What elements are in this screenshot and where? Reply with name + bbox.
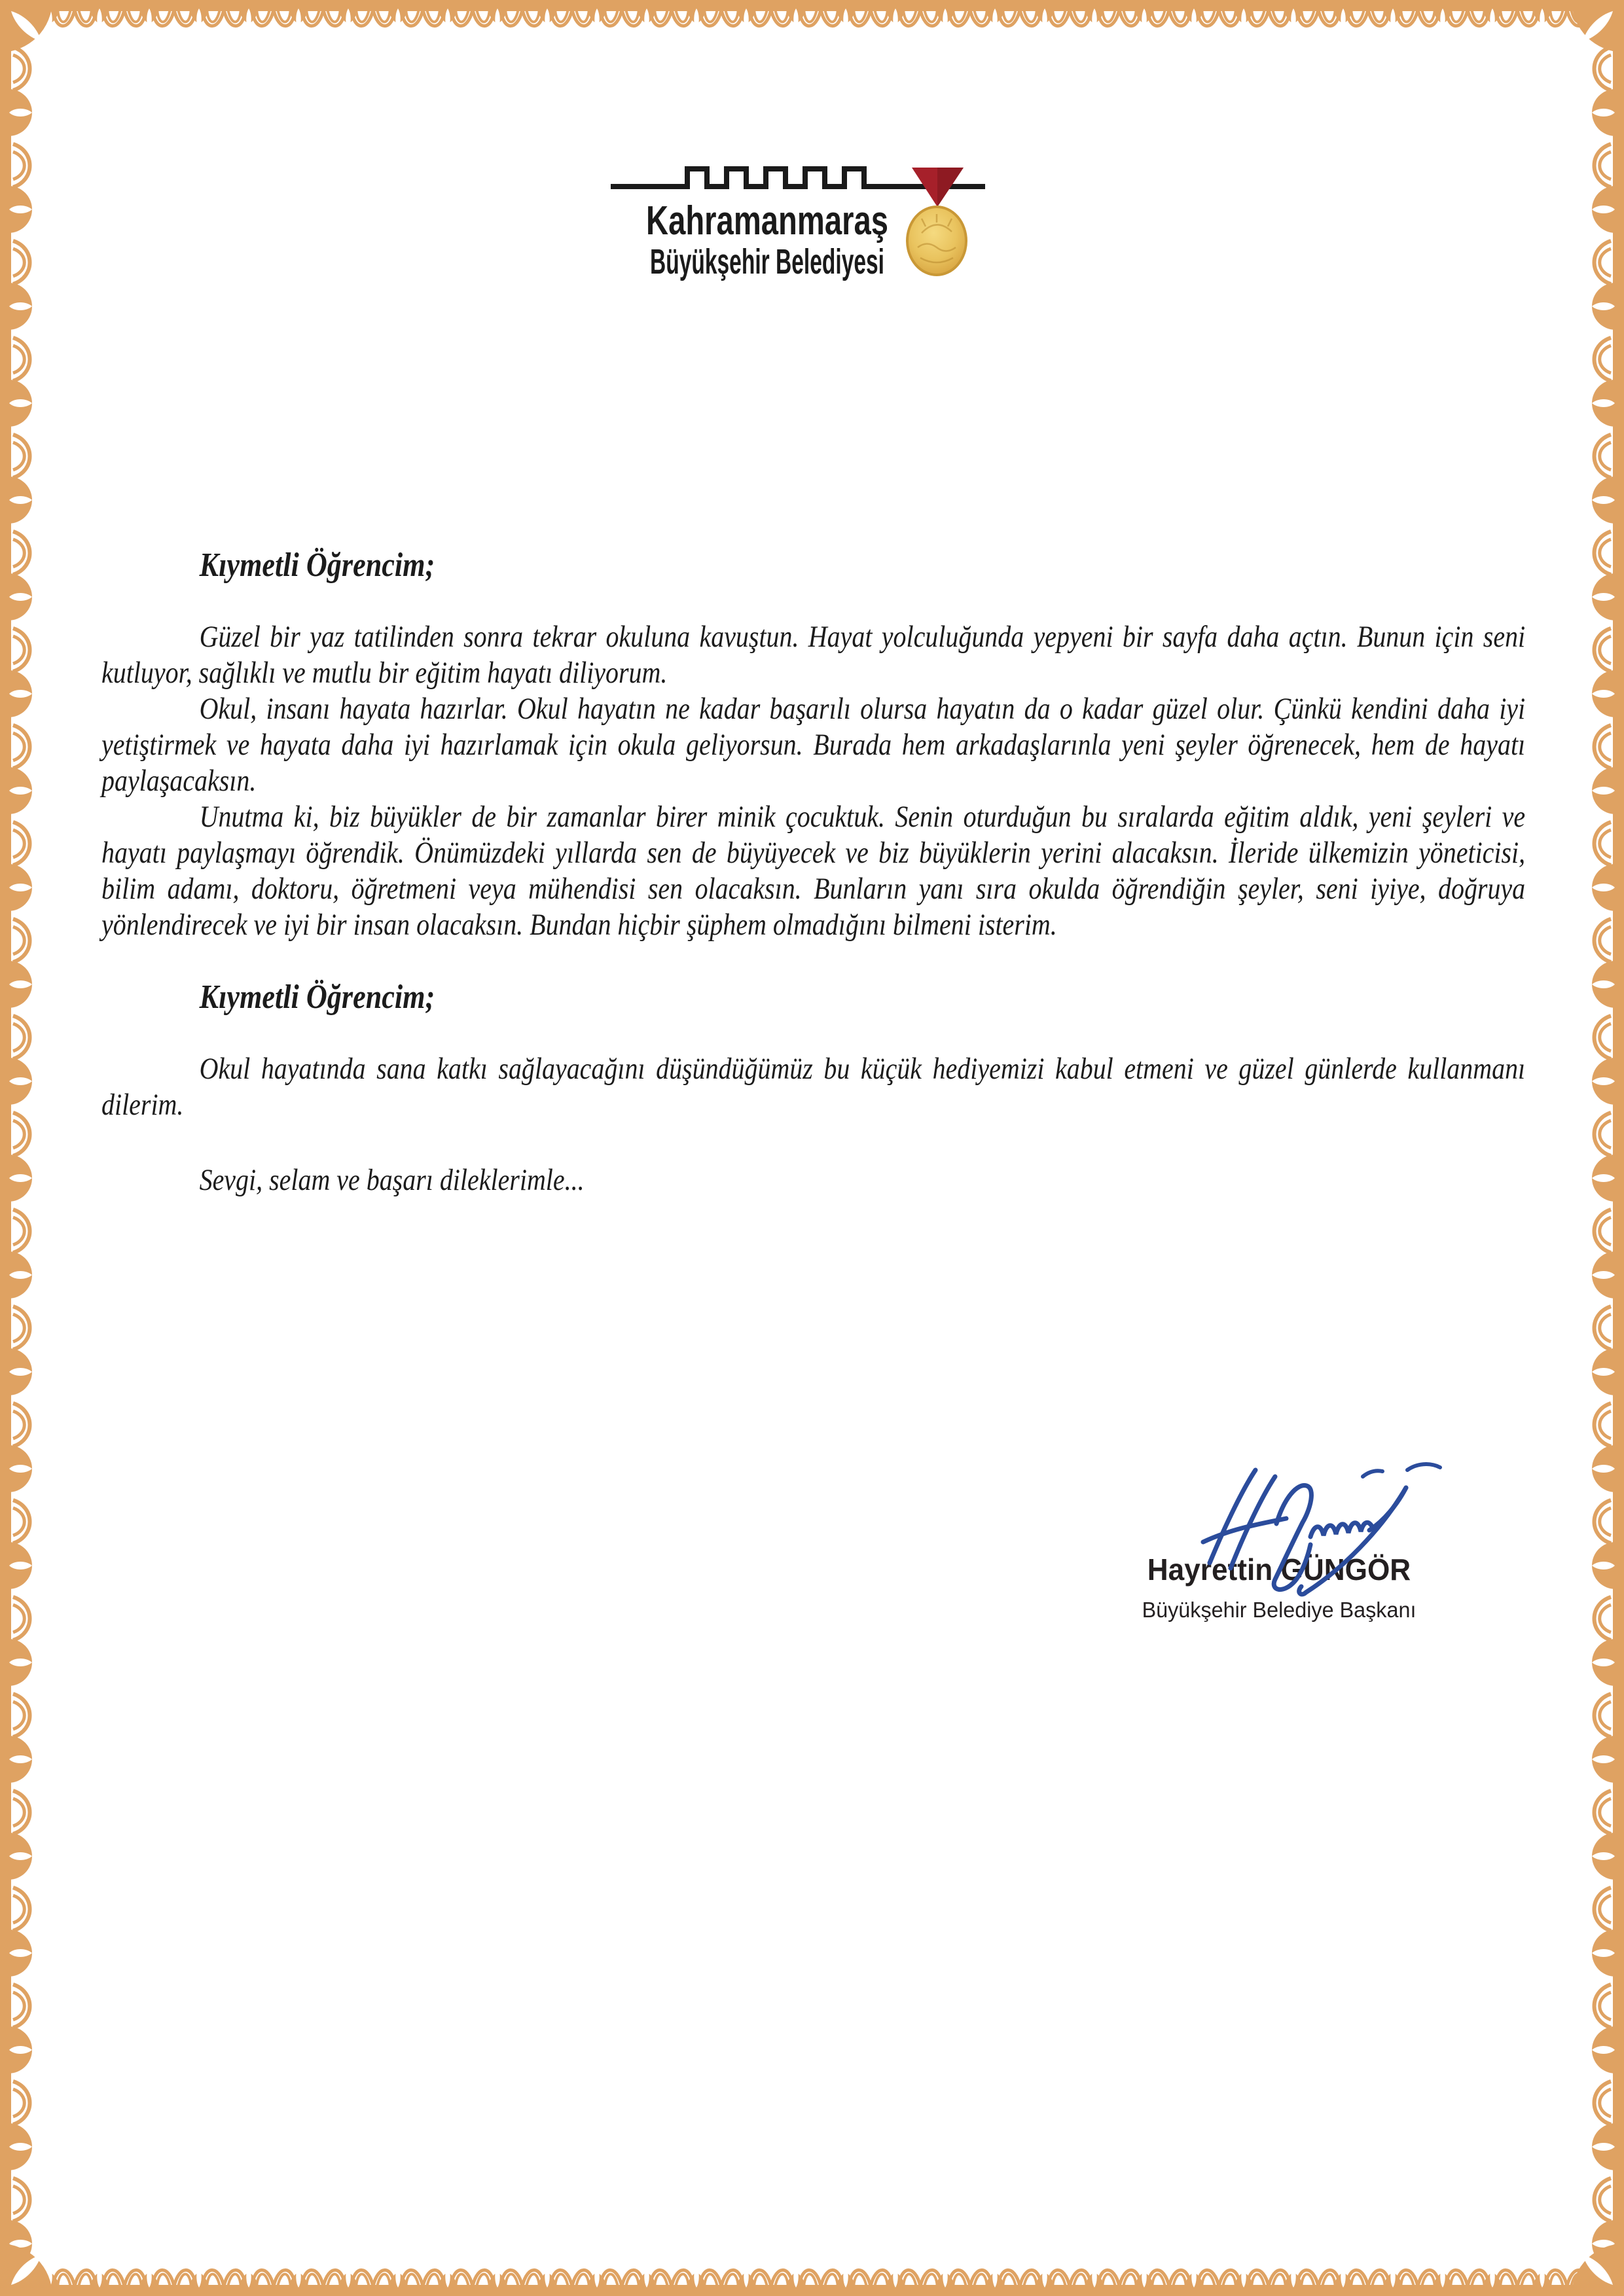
paragraph-1: Güzel bir yaz tatilinden sonra tekrar okuluna kavuştun. Hayat yolculuğunda yepyeni bir sayfa daha açtın. Bunun için seni kutluyor, sağlıklı ve mutlu bir eğitim hayatı diliyorum.	[101, 620, 1526, 690]
signer-name: Hayrettin GÜNGÖR	[1147, 1552, 1411, 1587]
paragraph-3: Unutma ki, biz büyükler de bir zamanlar birer minik çocuktuk. Senin oturduğun bu sıralarda eğitim aldık, yeni şeyleri ve hayatı paylaşmayı öğrendik. Önümüzdeki yıllarda sen de büyüyecek ve biz büyüklerin yerini alacaksın. İleride ülkemizin yöneticisi, bilim adamı, doktoru, öğretmeni veya mühendisi sen olacaksın. Bunların yanı sıra okulda öğrendiğin şeyler, seni iyiye, doğruya yönlendirecek ve iyi bir insan olacaksın. Bundan hiçbir şüphem olmadığını bilmeni isterim.	[101, 800, 1526, 942]
paragraph-2: Okul, insanı hayata hazırlar. Okul hayatın ne kadar başarılı olursa hayatın da o kadar güzel olur. Çünkü kendini daha iyi yetiştirmek ve hayata daha iyi hazırlamak için okula geliyorsun. Burada hem arkadaşlarınla yeni şeyler öğrenecek, hem de hayatı paylaşacaksın.	[101, 692, 1526, 798]
signer-block	[1138, 1551, 1420, 1623]
municipality-logo	[609, 149, 1001, 313]
salutation-first: Kıymetli Öğrencim;	[199, 547, 435, 584]
logo-title: Kahramanmaraş	[646, 198, 888, 243]
signer-title: Büyükşehir Belediye Başkanı	[1142, 1598, 1416, 1622]
letter-body	[101, 547, 1525, 1198]
gold-medal-icon	[907, 207, 966, 275]
paragraph-4: Okul hayatında sana katkı sağlayacağını düşündüğümüz bu küçük hediyemizi kabul etmeni ve güzel günlerde kullanmanı dilerim.	[101, 1052, 1526, 1122]
salutation-second: Kıymetli Öğrencim;	[199, 978, 435, 1016]
logo-subtitle: Büyükşehir Belediyesi	[650, 242, 884, 281]
closing-line: Sevgi, selam ve başarı dileklerimle...	[199, 1163, 585, 1197]
